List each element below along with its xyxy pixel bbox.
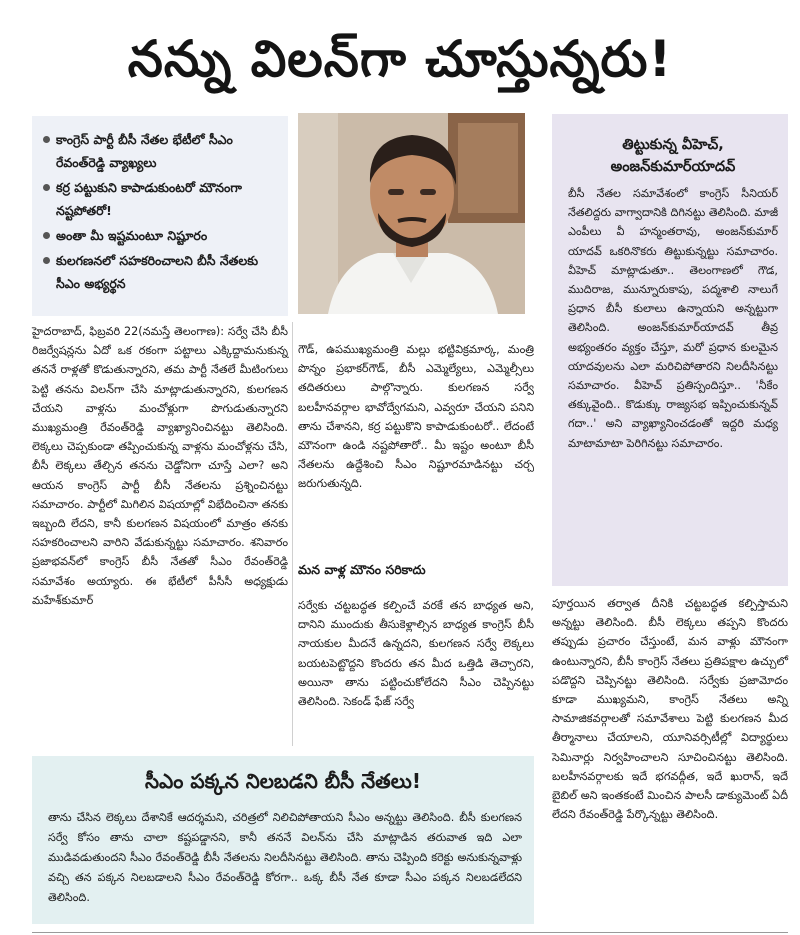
bottom-box [32,756,534,924]
article-paragraph: గౌడ్, ఉపముఖ్యమంత్రి మల్లు భట్టివిక్రమార్క, మంత్రి పొన్నం ప్రభాకర్‌గౌడ్, బీసీ ఎమ్మెల్యేలు, ఎమ్మెల్సీలు తదితరులు పాల్గొన్నారు. కులగణన సర్వే బలహీనవర్గాల భావోద్వేగమని, ఎవ్వరూ చేయని పనిని తాను చేశానని, కర్ర పట్టుకొని కాపాడుకుంటరో.. లేదంటే మౌనంగా ఉండి నష్టపోతారో.. మీ ఇష్టం అంటూ బీసీ నేతలను ఉద్దేశించి సీఎం నిష్టూరమాడినట్టు చర్చ జరుగుతున్నది. [298,343,534,491]
article-paragraph: పూర్తయిన తర్వాత దీనికి చట్టబద్ధత కల్పిస్తామని అన్నట్టు తెలిసింది. బీసీ లెక్కలు తప్పని కొందరు తప్పుడు ప్రచారం చేస్తుంటే, మన వాళ్లు మౌనంగా ఉంటున్నారని, బీసీ కాంగ్రెస్ నేతలు ప్రతిపక్షాల ఉచ్చులో పడొద్దని చెప్పినట్టు తెలిసింది. సర్వేకు ప్రజామోదం కూడా ముఖ్యమని, కాంగ్రెస్ నేతలు అన్ని సామాజికవర్గాలతో సమావేశాలు పెట్టి కులగణన మీద తీర్మానాలు చేయాలని, యూనివర్సిటీల్లో విద్యార్థులు సెమినార్లు నిర్వహించాలని సూచించినట్టు తెలిసింది. బలహీనవర్గాలకు ఇదే భగవద్గీత, ఇదే ఖురాన్, ఇదే బైబిల్ అని ఇంతకంటే మించిన పాలసీ డాక్యుమెంట్ ఏదీ లేదని రేవంత్‌రెడ్డి పేర్కొన్నట్టు తెలిసింది. [552,597,788,822]
article-subheading: మన వాళ్ల మౌనం సరికాదు [298,562,426,577]
article-paragraph: సర్వేకు చట్టబద్ధత కల్పించే వరకే తన బాధ్యత అని, దానిని ముందుకు తీసుకెళ్లాల్సిన బాధ్యత కాంగ్రెస్ బీసీ నాయకుల మీదనే ఉన్నదని, కులగణన సర్వే లెక్కలు బయటపెట్టొద్దని కొందరు తన మీద ఒత్తిడి తెచ్చారని, అయినా తాను పట్టించుకోలేదని సీఎం చెప్పినట్టు తెలిసింది. సెకండ్ ఫేజ్ సర్వే [298,599,534,709]
highlight-item: అంతా మీ ఇష్టమంటూ నిష్టూరం [42,224,280,247]
sidebar-title: తిట్టుకున్న వీహెచ్, అంజన్‌కుమార్‌యాదవ్ [610,137,736,175]
sidebar-box [552,114,788,586]
article-column-middle-top [298,340,534,494]
highlight-item: కాంగ్రెస్ పార్టీ బీసీ నేతల భేటీలో సీఎం రేవంత్‌రెడ్డి వ్యాఖ్యలు [42,128,280,174]
bottom-box-title: సీఎం పక్కన నిలబడని బీసీ నేతలు! [145,769,421,793]
article-column-middle-bottom [298,596,534,711]
highlight-item: కులగణనలో సహకరించాలని బీసీ నేతలకు సీఎం అభ్యర్థన [42,249,280,295]
sidebar-body: బీసీ నేతల సమావేశంలో కాంగ్రెస్ సీనియర్ నేతలిద్దరు వాగ్వాదానికి దిగినట్టు తెలిసింది. మాజీ ఎంపీలు వీ హన్మంతరావు, అంజన్‌కుమార్ యాదవ్ ఒకరినొకరు తిట్టుకున్నట్టు సమాచారం. వీహెచ్ మాట్లాడుతూ.. తెలంగాణలో గౌడ, ముదిరాజ, మున్నూరుకాపు, పద్మశాలి నాలుగే ప్రధాన బీసీ కులాలు ఉన్నాయని అన్నట్టుగా తెలిసింది. అంజన్‌కుమార్‌యాదవ్ తీవ్ర అభ్యంతరం వ్యక్తం చేస్తూ, మరో ప్రధాన కులమైన యాదవులను ఎలా మరిచిపోతారని నిలదీసినట్టు సమాచారం. వీహెచ్ ప్రతిస్పందిస్తూ.. 'నీకేం తక్కువైంది.. కొడుక్కు రాజ్యసభ ఇప్పించుకున్నవ్ గదా..' అని వ్యాఖ్యానించడంతో ఇద్దరి మధ్య మాటామాటా పెరిగినట్టు సమాచారం. [568,187,778,450]
cm-portrait-photo [298,113,525,314]
article-column-right [552,594,788,824]
column-divider [292,322,293,746]
bottom-box-body: తాను చేసిన లెక్కలు దేశానికే ఆదర్శమని, చరిత్రలో నిలిచిపోతాయని సీఎం అన్నట్టు తెలిసింది. బీసీ కులగణన సర్వే కోసం తాను చాలా కష్టపడ్డానని, కానీ తననే విలన్‌ను చేసి మాట్లాడిన తరువాత ఇది ఎలా ముడివడుతుందని సీఎం రేవంత్‌రెడ్డి బీసీ నేతలను నిలదీసినట్టు తెలిసింది. తాను చెప్పింది కరెక్టు అనుకున్నవాళ్లు వచ్చి తన పక్కన నిలబడాలని సీఎం రేవంత్‌రెడ్డి కోరగా.. ఒక్క బీసీ నేత కూడా సీఎం పక్కన నిలబడలేదని తెలిసింది. [48,811,522,904]
highlights-box [32,116,288,316]
article-paragraph: హైదరాబాద్, ఫిబ్రవరి 22(నమస్తే తెలంగాణ): సర్వే చేసి బీసీ రిజర్వేషన్లను ఏదో ఒక రకంగా పట్టాలు ఎక్కిద్దామనుకున్న తననే రాళ్లతో కొడుతున్నారని, తమ పార్టీ నేతలే మీటింగులు పెట్టి తనను విలన్‌గా చేసి మాట్లాడుతున్నారని, కులగణన చేయని వాళ్లను మంచోళ్లుగా పొగుడుతున్నారని ముఖ్యమంత్రి రేవంత్‌రెడ్డి వ్యాఖ్యానించినట్టు తెలిసింది. లెక్కలు చెప్పకుండా తప్పించుకున్న వాళ్లను మంచోళ్లను చేసి, బీసీ లెక్కలు తేల్చిన తనను చెడ్డోనిగా చూస్తే ఎలా? అని ఆయన కాంగ్రెస్ పార్టీ బీసీ నేతలను ప్రశ్నించినట్టు సమాచారం. పార్టీలో మిగిలిన విషయాల్లో విభేదించినా తనకు ఇబ్బంది లేదని, కానీ కులగణన విషయంలో మాత్రం తనకు సహకరించాలని వారిని వేడుకున్నట్టు సమాచారం. శనివారం ప్రజాభవన్‌లో కాంగ్రెస్ బీసీ నేతతో సీఎం రేవంత్‌రెడ్డి సమావేశం అయ్యారు. ఈ భేటీలో పీసీసీ అధ్యక్షుడు మహేశ్‌కుమార్ [32,325,288,607]
article-column-left [32,322,288,610]
headline: నన్ను విలన్‌గా చూస్తున్నరు! [127,30,673,88]
bottom-rule [32,932,788,933]
highlight-item: కర్ర పట్టుకుని కాపాడుకుంటరో మౌనంగా నష్టపోతరో! [42,176,280,222]
